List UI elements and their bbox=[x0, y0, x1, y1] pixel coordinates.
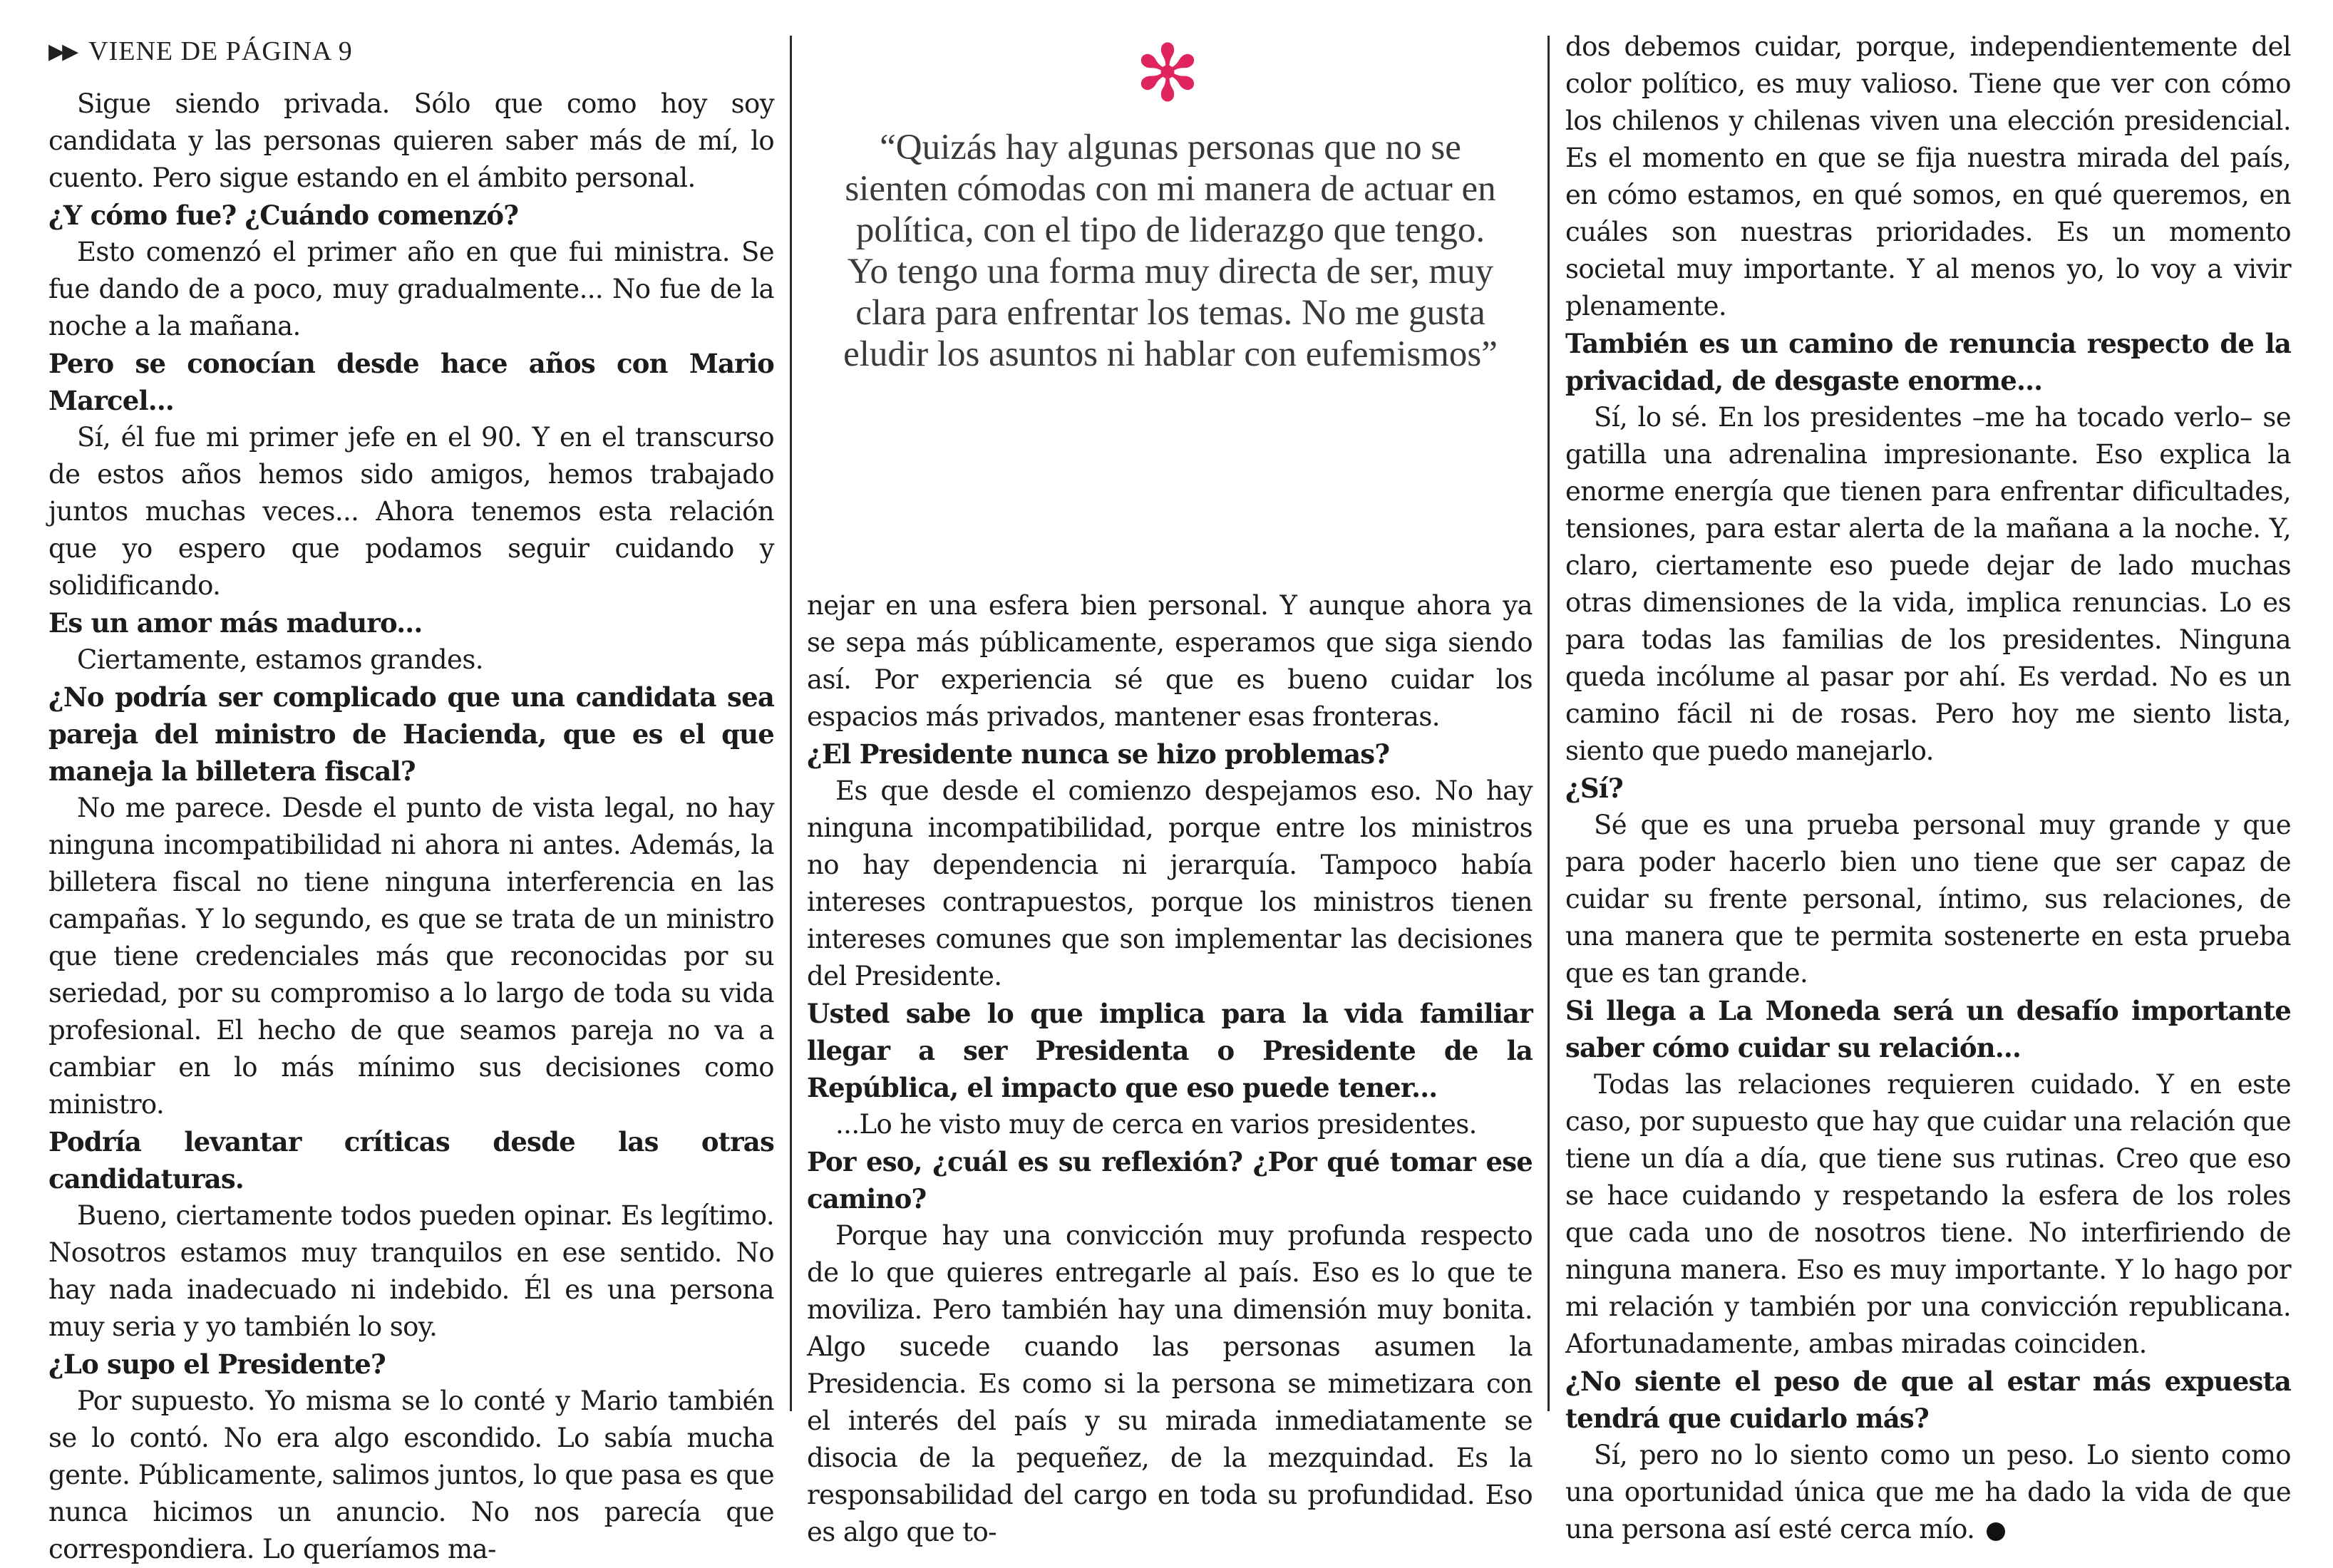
interview-answer: Bueno, ciertamente todos pueden opinar. Es legítimo. Nosotros estamos muy tranquilos en ese sentido. No hay nada inadecuado ni indebido. Él es una persona muy seria y yo también lo soy. bbox=[48, 1200, 774, 1342]
interview-answer: Sí, él fue mi primer jefe en el 90. Y en el transcurso de estos años hemos sido amigos, hemos trabajado juntos muchas veces... Ahora tenemos esta relación que yo espero que podamos seguir cuidando y solidificando. bbox=[48, 422, 774, 601]
interview-answer: Sigue siendo privada. Sólo que como hoy soy candidata y las personas quieren saber más de mí, lo cuento. Pero sigue estando en el ámbito personal. bbox=[48, 88, 774, 193]
interview-answer: Sí, pero no lo siento como un peso. Lo siento como una oportunidad única que me ha dado la vida de que una persona así esté cerca mío. ⊙ bbox=[1565, 1440, 2291, 1544]
interview-question: ¿No siente el peso de que al estar más expuesta tendrá que cuidarlo más? bbox=[1565, 1366, 2291, 1434]
interview-answer: Ciertamente, estamos grandes. bbox=[77, 644, 483, 675]
column-1-body bbox=[48, 86, 774, 1568]
interview-question: ¿El Presidente nunca se hizo problemas? bbox=[807, 738, 1390, 770]
interview-question: Por eso, ¿cuál es su reflexión? ¿Por qué tomar ese camino? bbox=[807, 1146, 1533, 1214]
interview-answer: No me parece. Desde el punto de vista legal, no hay ninguna incompatibilidad ni ahora ni antes. Además, la billetera fiscal no tiene ninguna interferencia en las campañas. Y lo segundo, es que se trata de un ministro que tiene credenciales más que reconocidas por su seriedad, por su compromiso a lo largo de toda su vida profesional. El hecho de que seamos pareja no va a cambiar en lo más mínimo sus decisiones como ministro. bbox=[48, 793, 774, 1120]
interview-answer: Todas las relaciones requieren cuidado. Y en este caso, por supuesto que hay que cuidar una relación que tiene un día a día, que tiene sus rutinas. Creo que eso se hace cuidando y respetando la esfera de los roles que cada uno de nosotros tiene. No interfiriendo de ninguna manera. Eso es muy importante. Y lo hago por mi relación y también por una convicción republicana. Afortunadamente, ambas miradas coinciden. bbox=[1565, 1069, 2291, 1359]
article-column-1 bbox=[48, 29, 774, 1564]
interview-answer: Sé que es una prueba personal muy grande y que para poder hacerlo bien uno tiene que ser capaz de cuidar su frente personal, íntimo, sus relaciones, de una manera que te permita sostenerte en esta prueba que es tan grande. bbox=[1565, 810, 2291, 989]
interview-answer: Esto comenzó el primer año en que fui ministra. Se fue dando de a poco, muy gradualmente... No fue de la noche a la mañana. bbox=[48, 237, 774, 341]
interview-question: Pero se conocían desde hace años con Mario Marcel... bbox=[48, 348, 774, 416]
interview-answer: Sí, lo sé. En los presidentes –me ha tocado verlo– se gatilla una adrenalina impresionante. Eso explica la enorme energía que tienen para enfrentar dificultades, tensiones, para estar alerta de la mañana a la noche. Y, claro, ciertamente eso puede dejar de lado muchas otras dimensiones de la vida, implica renuncias. Lo es para todas las familias de los presidentes. Ninguna queda incólume al pasar por ahí. Es verdad. No es un camino fácil ni de rosas. Pero hoy me siento lista, siento que puedo manejarlo. bbox=[1565, 402, 2291, 766]
kicker-text: VIENE DE PÁGINA 9 bbox=[88, 36, 353, 66]
interview-question: ¿Y cómo fue? ¿Cuándo comenzó? bbox=[48, 200, 519, 231]
column-3-body bbox=[1565, 29, 2291, 1548]
interview-question: Podría levantar críticas desde las otras candidaturas. bbox=[48, 1126, 774, 1195]
interview-question: ¿Lo supo el Presidente? bbox=[48, 1348, 386, 1380]
interview-answer: Por supuesto. Yo misma se lo conté y Mario también se lo contó. No era algo escondido. Lo sabía mucha gente. Públicamente, salimos juntos, lo que pasa es que nunca hicimos un anuncio. No nos parecía que correspondiera. Lo queríamos ma- bbox=[48, 1386, 774, 1564]
article-column-3 bbox=[1565, 29, 2291, 1544]
column-divider bbox=[790, 36, 792, 1411]
interview-question: Usted sabe lo que implica para la vida familiar llegar a ser Presidenta o Presidente de la República, el impacto que eso puede tener... bbox=[807, 998, 1533, 1103]
interview-answer: dos debemos cuidar, porque, independientemente del color político, es muy valioso. Tiene que ver con cómo los chilenos y chilenas viven una elección presidencial. Es el momento en que se fija nuestra mirada del país, en cómo estamos, en qué somos, en qué queremos, en cuáles son nuestras prioridades. Es un momento societal muy importante. Y al menos yo, lo voy a vivir plenamente. bbox=[1565, 31, 2291, 321]
asterisk-ornament-icon: ✻ bbox=[1134, 28, 1201, 119]
column-divider bbox=[1547, 36, 1550, 1411]
double-arrow-icon: ▶▶ bbox=[48, 39, 76, 63]
continued-from-label bbox=[48, 33, 774, 70]
interview-question: Es un amor más maduro... bbox=[48, 607, 423, 639]
interview-answer: Es que desde el comienzo despejamos eso. No hay ninguna incompatibilidad, porque entre los ministros no hay dependencia ni jerarquía. Tampoco había intereses contrapuestos, porque los ministros tienen intereses comunes que son implementar las decisiones del Presidente. bbox=[807, 775, 1533, 991]
interview-answer: ...Lo he visto muy de cerca en varios presidentes. bbox=[835, 1109, 1477, 1140]
interview-question: ¿Sí? bbox=[1565, 773, 1623, 804]
interview-question: También es un camino de renuncia respecto de la privacidad, de desgaste enorme... bbox=[1565, 328, 2291, 396]
pull-quote: “Quizás hay algunas personas que no se sienten cómodas con mi manera de actuar en política, con el tipo de liderazgo que tengo. Yo tengo una forma muy directa de ser, muy clara para enfrentar los temas. No me gusta eludir los asuntos ni hablar con eufemismos” bbox=[843, 128, 1498, 374]
article-column-2 bbox=[807, 29, 1533, 1547]
column-2-body bbox=[807, 587, 1533, 1551]
interview-answer: Porque hay una convicción muy profunda respecto de lo que quieres entregarle al país. Eso es lo que te moviliza. Pero también hay una dimensión muy bonita. Algo sucede cuando las personas asumen la Presidencia. Es como si la persona se mimetizara con el interés del país y su mirada inmediatamente se disocia de la pequeñez, de la mezquindad. Es la responsabilidad del cargo en toda su profundidad. Eso es algo que to- bbox=[807, 1220, 1533, 1547]
interview-answer: nejar en una esfera bien personal. Y aunque ahora ya se sepa más públicamente, esperamos que siga siendo así. Por experiencia sé que es bueno cuidar los espacios más privados, mantener esas fronteras. bbox=[807, 590, 1533, 732]
interview-question: Si llega a La Moneda será un desafío importante saber cómo cuidar su relación... bbox=[1565, 995, 2291, 1063]
interview-question: ¿No podría ser complicado que una candidata sea pareja del ministro de Hacienda, que es el que maneja la billetera fiscal? bbox=[48, 681, 774, 787]
end-of-article-icon: ⊙ bbox=[1987, 1522, 2005, 1541]
